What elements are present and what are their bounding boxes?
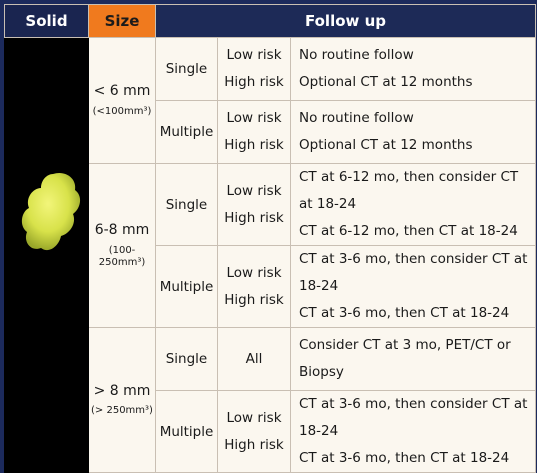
follow-up-text: CT at 3-6 mo, then consider CT at 18-24 (299, 251, 528, 294)
follow-up-text: No routine follow (299, 110, 414, 126)
follow-up-cell (291, 391, 536, 473)
count-cell: Single (156, 38, 218, 101)
risk-label: High risk (224, 436, 284, 453)
size-cell (89, 164, 156, 328)
size-volume: (> 250mm³) (91, 405, 153, 417)
table-row (5, 38, 536, 101)
size-volume: (100-250mm³) (98, 244, 146, 268)
risk-label: Low risk (226, 47, 282, 63)
follow-up-text: CT at 6-12 mo, then CT at 18-24 (299, 223, 518, 239)
size-label: < 6 mm (93, 83, 151, 100)
count-cell: Single (156, 164, 218, 246)
solid-nodule-image (15, 168, 85, 258)
follow-up-text: CT at 6-12 mo, then consider CT at 18-24 (299, 169, 519, 212)
follow-up-text: CT at 3-6 mo, then CT at 18-24 (299, 450, 510, 466)
nodule-image-cell (5, 38, 89, 473)
size-cell (89, 38, 156, 164)
risk-label: High risk (224, 291, 284, 308)
follow-up-table (4, 4, 536, 473)
follow-up-text: No routine follow (299, 47, 414, 63)
header-solid: Solid (5, 5, 89, 38)
risk-label: High risk (224, 74, 284, 90)
risk-cell (218, 101, 291, 164)
header-size: Size (89, 5, 156, 38)
count-cell: Multiple (156, 391, 218, 473)
follow-up-text: Optional CT at 12 months (299, 74, 473, 90)
follow-up-text: CT at 3-6 mo, then consider CT at 18-24 (299, 396, 528, 439)
follow-up-cell (291, 101, 536, 164)
size-label: 6-8 mm (94, 222, 150, 239)
follow-up-cell (291, 246, 536, 328)
header-row (5, 5, 536, 38)
risk-cell (218, 164, 291, 246)
follow-up-cell (291, 38, 536, 101)
follow-up-cell (291, 164, 536, 246)
count-cell: Single (156, 328, 218, 391)
risk-cell: All (218, 328, 291, 391)
follow-up-cell: Consider CT at 3 mo, PET/CT or Biopsy (291, 328, 536, 391)
risk-label: High risk (224, 209, 284, 226)
size-volume: (<100mm³) (92, 105, 152, 117)
count-cell: Multiple (156, 246, 218, 328)
count-cell: Multiple (156, 101, 218, 164)
risk-label: Low risk (226, 409, 282, 426)
risk-label: High risk (224, 137, 284, 153)
risk-cell (218, 391, 291, 473)
risk-cell (218, 38, 291, 101)
risk-label: Low risk (226, 182, 282, 199)
follow-up-text: Optional CT at 12 months (299, 137, 473, 153)
header-follow-up: Follow up (156, 5, 536, 38)
risk-label: Low risk (226, 264, 282, 281)
follow-up-text: CT at 3-6 mo, then CT at 18-24 (299, 305, 510, 321)
risk-label: Low risk (226, 110, 282, 126)
size-label: > 8 mm (93, 382, 151, 399)
size-cell (89, 328, 156, 473)
risk-cell (218, 246, 291, 328)
